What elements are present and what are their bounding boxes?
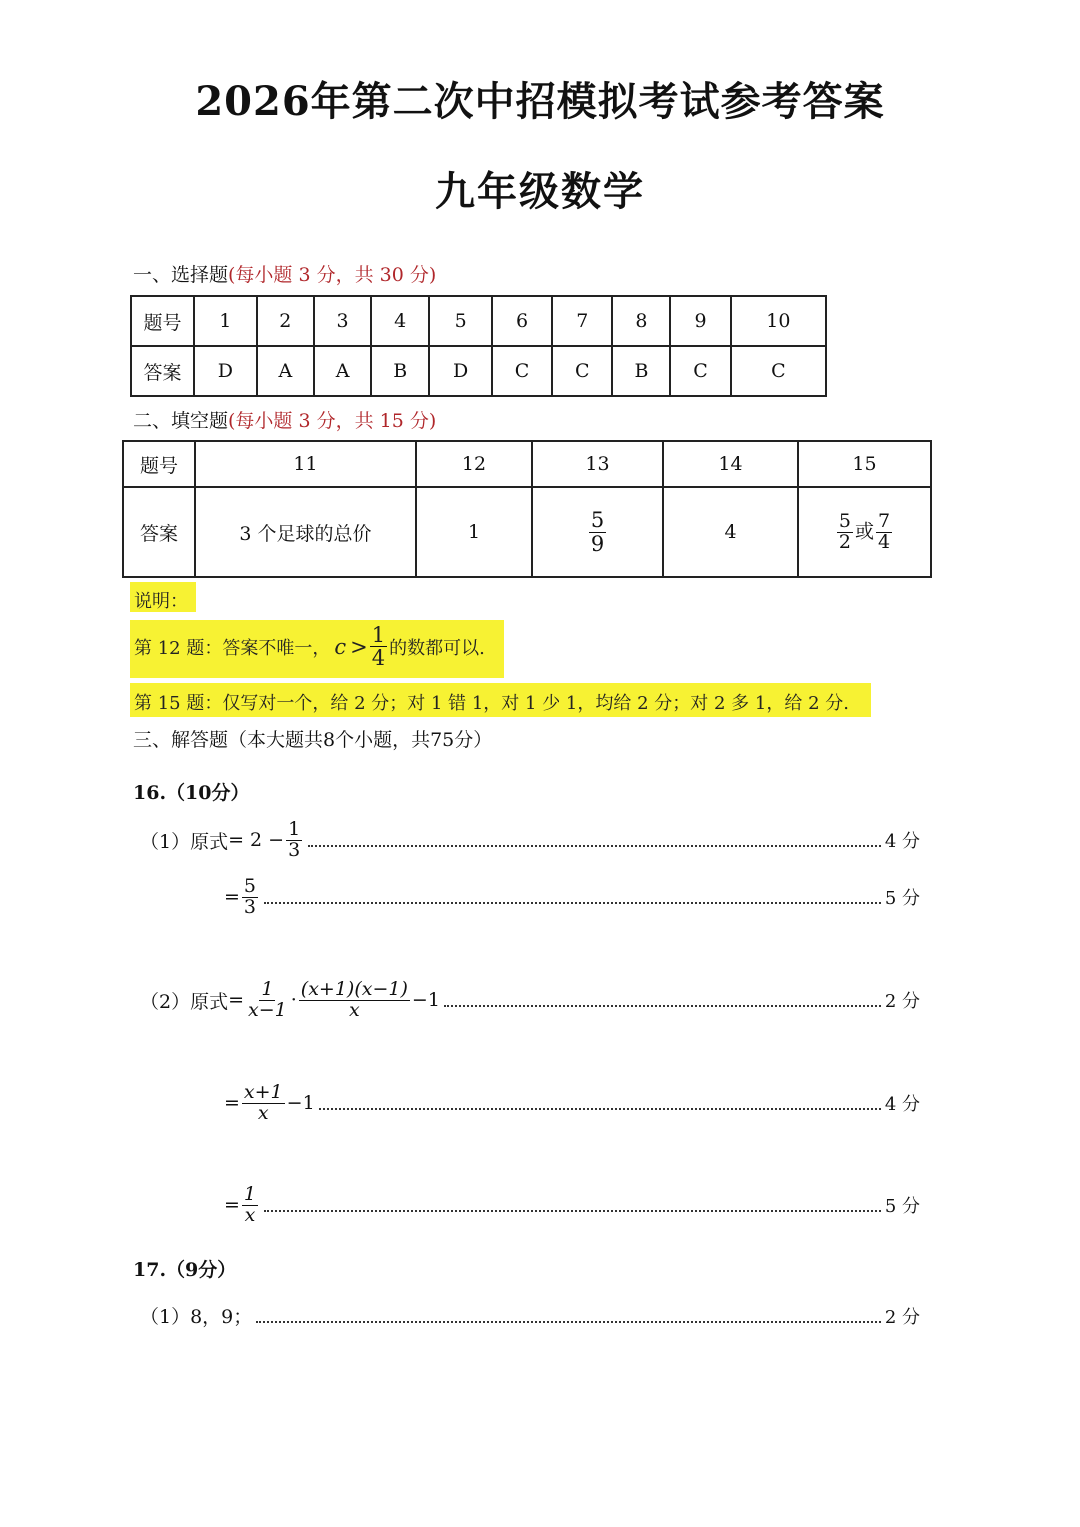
answer-cell: C — [670, 346, 730, 396]
answer-cell: D — [194, 346, 257, 396]
table-header-cell: 题号 — [131, 296, 194, 346]
q17-p1-line: （1）8，9； 2 分 — [140, 1302, 920, 1329]
page-subtitle: 九年级数学 — [435, 168, 645, 215]
q16-p2-line1: （2）原式 = $\frac{1}{x-1}$ · $\frac{(x+1)(x-1)}{x}$ −1 2 分 — [140, 978, 920, 1021]
notes-label: 说明： — [134, 591, 188, 612]
fraction: $\frac{1}{4}$ — [371, 623, 386, 671]
section1-note: (每小题 3 分，共 30 分) — [228, 264, 437, 286]
question-number-cell: 13 — [532, 441, 663, 487]
question-number-cell: 11 — [195, 441, 416, 487]
question-number-cell: 9 — [670, 296, 730, 346]
leader-dots — [264, 1210, 881, 1212]
question-17-title: 17.（9分） — [133, 1259, 237, 1281]
table-row — [123, 487, 931, 577]
question-number-cell: 3 — [314, 296, 371, 346]
answer-cell: A — [257, 346, 314, 396]
question-16-title: 16.（10分） — [133, 782, 250, 804]
leader-dots — [256, 1321, 881, 1323]
question-number-cell: 1 — [194, 296, 257, 346]
fill-blank-answer-table — [122, 440, 932, 578]
score: 2 分 — [884, 991, 920, 1013]
answer-cell: 4 — [663, 487, 798, 577]
answer-cell — [798, 487, 931, 577]
q16-p1-line1: （1）原式 = 2 − $\frac{1}{3}$ 4 分 — [140, 818, 920, 861]
section1-title: 一、选择题 — [133, 264, 229, 286]
score: 4 分 — [884, 1094, 920, 1116]
page-title: 2026年第二次中招模拟考试参考答案 — [195, 78, 885, 125]
question-number-cell: 8 — [612, 296, 670, 346]
fraction: $\frac{x+1}{x}$ — [243, 1081, 283, 1124]
answer-cell: B — [371, 346, 429, 396]
q16-p1-line2: = $\frac{5}{3}$ 5 分 — [224, 875, 920, 918]
question-number-cell: 14 — [663, 441, 798, 487]
leader-dots — [264, 902, 881, 904]
table-row — [131, 346, 826, 396]
score: 4 分 — [884, 831, 920, 853]
or-text: 或 — [854, 520, 874, 542]
answer-cell — [532, 487, 663, 577]
fraction: $\frac{1}{x-1}$ — [248, 978, 287, 1021]
table-header-cell: 题号 — [123, 441, 195, 487]
question-number-cell: 6 — [492, 296, 552, 346]
table-row — [131, 296, 826, 346]
section2-note: (每小题 3 分，共 15 分) — [228, 410, 437, 432]
note-q15: 第 15 题：仅写对一个，给 2 分；对 1 错 1，对 1 少 1，均给 2 分；对 2 多 1，给 2 分. — [134, 693, 849, 714]
note-q12: 第 12 题：答案不唯一， c > $\frac{1}{4}$ 的数都可以. — [134, 623, 485, 671]
question-number-cell: 12 — [416, 441, 532, 487]
fraction: $\frac{5}{3}$ — [243, 875, 257, 918]
fraction: $\frac{1}{x}$ — [243, 1183, 257, 1226]
table-header-cell: 答案 — [131, 346, 194, 396]
table-row — [123, 441, 931, 487]
answer-cell: A — [314, 346, 371, 396]
answer-cell: C — [552, 346, 612, 396]
score: 2 分 — [884, 1306, 920, 1328]
question-number-cell: 7 — [552, 296, 612, 346]
answer-cell: 1 — [416, 487, 532, 577]
answer-cell: D — [429, 346, 492, 396]
section1-heading — [133, 260, 436, 287]
section3-heading: 三、解答题（本大题共8个小题，共75分） — [133, 729, 493, 751]
score: 5 分 — [884, 1196, 920, 1218]
leader-dots — [308, 845, 881, 847]
question-number-cell: 2 — [257, 296, 314, 346]
answer-cell: C — [731, 346, 826, 396]
fraction: $\frac{(x+1)(x-1)}{x}$ — [300, 978, 408, 1021]
score: 5 分 — [884, 888, 920, 910]
answer-cell: B — [612, 346, 670, 396]
table-header-cell: 答案 — [123, 487, 195, 577]
answer-cell: C — [492, 346, 552, 396]
leader-dots — [319, 1108, 881, 1110]
question-number-cell: 4 — [371, 296, 429, 346]
question-number-cell: 10 — [731, 296, 826, 346]
q16-p2-line3: = $\frac{1}{x}$ 5 分 — [224, 1183, 920, 1226]
question-number-cell: 15 — [798, 441, 931, 487]
fraction: $\frac{5}{9}$ — [590, 508, 605, 556]
fraction: $\frac{1}{3}$ — [288, 818, 301, 861]
choice-answer-table — [130, 295, 827, 397]
section2-heading — [133, 406, 436, 433]
question-number-cell: 5 — [429, 296, 492, 346]
section2-title: 二、填空题 — [133, 410, 229, 432]
answer-cell: 3 个足球的总价 — [195, 487, 416, 577]
leader-dots — [444, 1005, 881, 1007]
q16-p2-line2: = $\frac{x+1}{x}$ −1 4 分 — [224, 1081, 920, 1124]
fraction: $\frac{7}{4}$ — [878, 509, 891, 553]
fraction: $\frac{5}{2}$ — [838, 509, 851, 553]
